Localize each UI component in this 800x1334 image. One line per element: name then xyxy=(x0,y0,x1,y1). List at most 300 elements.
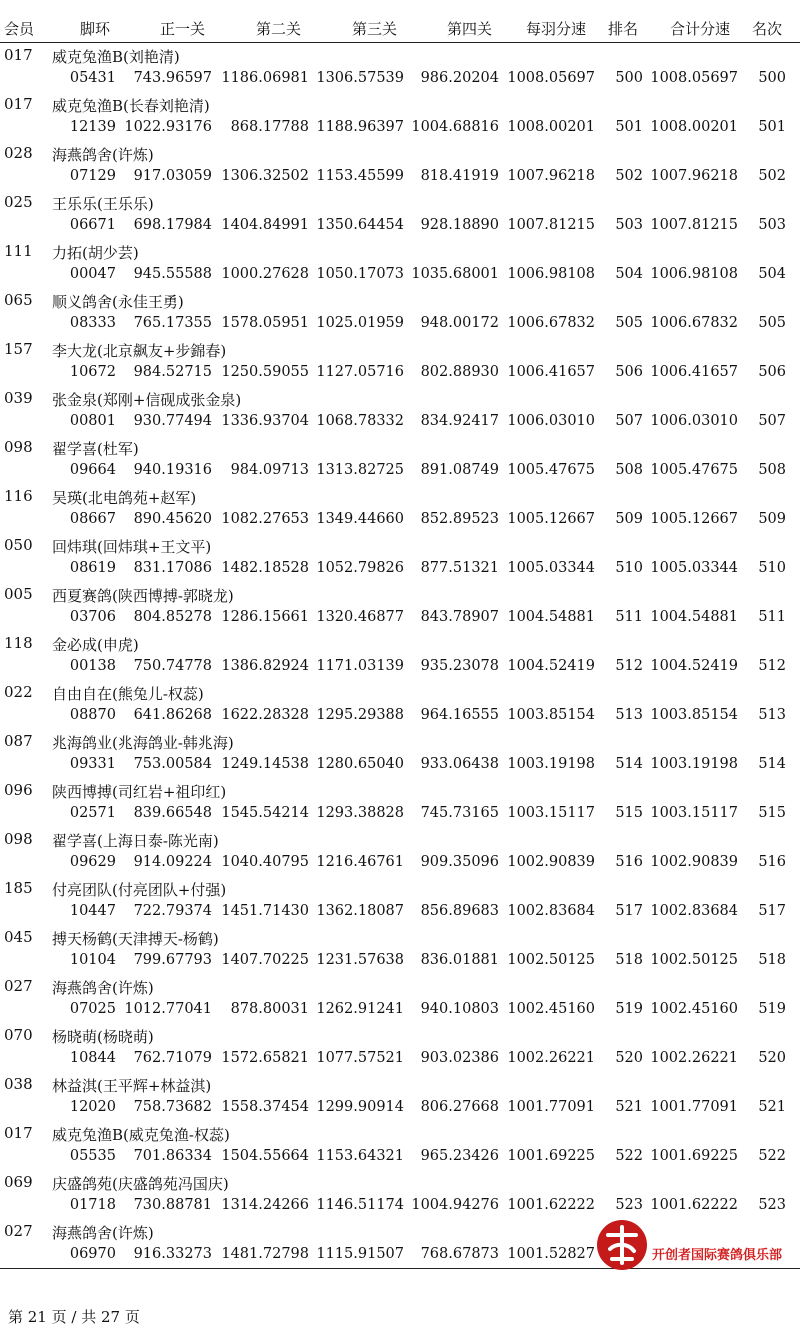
place-cell: 521 xyxy=(758,1099,786,1115)
stage-4-cell: 986.20204 xyxy=(420,70,499,86)
stage-3-cell: 1171.03139 xyxy=(316,658,404,674)
stage-2-cell: 1250.59055 xyxy=(221,364,309,380)
table-row xyxy=(0,926,800,975)
total-speed-cell: 1007.81215 xyxy=(650,217,738,233)
stage-1-cell: 722.79374 xyxy=(133,903,212,919)
table-row xyxy=(0,975,800,1024)
place-cell: 510 xyxy=(758,560,786,576)
stage-2-cell: 984.09713 xyxy=(230,462,309,478)
member-cell: 116 xyxy=(4,487,33,505)
speed-cell: 1003.85154 xyxy=(507,707,595,723)
rank-cell: 506 xyxy=(615,364,643,380)
stage-1-cell: 743.96597 xyxy=(133,70,212,86)
stage-3-cell: 1115.91507 xyxy=(316,1246,404,1262)
place-cell: 506 xyxy=(758,364,786,380)
table-row xyxy=(0,289,800,338)
stage-1-cell: 831.17086 xyxy=(133,560,212,576)
speed-cell: 1001.69225 xyxy=(507,1148,595,1164)
loft-name-cell: 吴瑛(北电鸽苑+赵军) xyxy=(52,489,197,507)
total-speed-cell: 1002.45160 xyxy=(650,1001,738,1017)
total-speed-cell: 1003.19198 xyxy=(650,756,738,772)
ring-cell: 00138 xyxy=(69,658,116,674)
ring-cell: 10447 xyxy=(69,903,116,919)
place-cell: 512 xyxy=(758,658,786,674)
stage-2-cell: 1082.27653 xyxy=(221,511,309,527)
stage-4-cell: 933.06438 xyxy=(420,756,499,772)
stage-2-cell: 1451.71430 xyxy=(221,903,309,919)
speed-cell: 1006.41657 xyxy=(507,364,595,380)
loft-name-cell: 付亮团队(付亮团队+付强) xyxy=(52,881,227,899)
stage-3-cell: 1153.45599 xyxy=(316,168,404,184)
total-speed-cell: 1001.69225 xyxy=(650,1148,738,1164)
total-speed-cell: 1006.03010 xyxy=(650,413,738,429)
stage-4-cell: 935.23078 xyxy=(420,658,499,674)
member-cell: 025 xyxy=(4,193,33,211)
ring-cell: 12020 xyxy=(69,1099,116,1115)
total-speed-cell: 1008.05697 xyxy=(650,70,738,86)
stage-2-cell: 1000.27628 xyxy=(221,266,309,282)
club-logo-text: 开创者国际赛鸽俱乐部 xyxy=(652,1248,783,1263)
ring-cell: 12139 xyxy=(69,119,116,135)
table-row xyxy=(0,191,800,240)
place-cell: 503 xyxy=(758,217,786,233)
total-speed-cell: 1001.77091 xyxy=(650,1099,738,1115)
total-speed-cell: 1002.90839 xyxy=(650,854,738,870)
table-row xyxy=(0,338,800,387)
loft-name-cell: 威克兔渔B(长春刘艳清) xyxy=(52,97,210,115)
loft-name-cell: 翟学喜(杜军) xyxy=(52,440,139,458)
table-row xyxy=(0,240,800,289)
speed-cell: 1004.54881 xyxy=(507,609,595,625)
member-cell: 098 xyxy=(4,830,33,848)
speed-cell: 1005.03344 xyxy=(507,560,595,576)
total-speed-cell: 1005.03344 xyxy=(650,560,738,576)
ring-cell: 09629 xyxy=(69,854,116,870)
stage-3-cell: 1127.05716 xyxy=(316,364,404,380)
loft-name-cell: 回炜琪(回炜琪+王文平) xyxy=(52,538,212,556)
stage-3-cell: 1320.46877 xyxy=(316,609,404,625)
ring-cell: 05431 xyxy=(69,70,116,86)
speed-cell: 1004.52419 xyxy=(507,658,595,674)
member-cell: 017 xyxy=(4,1124,33,1142)
speed-cell: 1001.77091 xyxy=(507,1099,595,1115)
header-stage-1: 正一关 xyxy=(160,20,206,38)
stage-3-cell: 1299.90914 xyxy=(316,1099,404,1115)
stage-2-cell: 1040.40795 xyxy=(221,854,309,870)
rank-cell: 520 xyxy=(615,1050,643,1066)
rank-cell: 514 xyxy=(615,756,643,772)
stage-1-cell: 698.17984 xyxy=(133,217,212,233)
stage-3-cell: 1153.64321 xyxy=(316,1148,404,1164)
header-total-speed: 合计分速 xyxy=(670,20,731,38)
table-row xyxy=(0,828,800,877)
total-speed-cell: 1001.62222 xyxy=(650,1197,738,1213)
table-header xyxy=(0,14,800,44)
stage-1-cell: 750.74778 xyxy=(133,658,212,674)
loft-name-cell: 海燕鸽舍(许炼) xyxy=(52,146,154,164)
ring-cell: 01718 xyxy=(69,1197,116,1213)
member-cell: 038 xyxy=(4,1075,33,1093)
place-cell: 515 xyxy=(758,805,786,821)
rank-cell: 503 xyxy=(615,217,643,233)
stage-4-cell: 940.10803 xyxy=(420,1001,499,1017)
member-cell: 028 xyxy=(4,144,33,162)
rank-cell: 523 xyxy=(615,1197,643,1213)
ring-cell: 00801 xyxy=(69,413,116,429)
member-cell: 039 xyxy=(4,389,33,407)
stage-2-cell: 1481.72798 xyxy=(221,1246,309,1262)
member-cell: 096 xyxy=(4,781,33,799)
stage-2-cell: 1545.54214 xyxy=(221,805,309,821)
place-cell: 502 xyxy=(758,168,786,184)
header-rank: 排名 xyxy=(608,20,639,38)
place-cell: 500 xyxy=(758,70,786,86)
member-cell: 045 xyxy=(4,928,33,946)
loft-name-cell: 威克兔渔B(威克兔渔-权蕊) xyxy=(52,1126,230,1144)
stage-4-cell: 818.41919 xyxy=(420,168,499,184)
stage-3-cell: 1306.57539 xyxy=(316,70,404,86)
speed-cell: 1002.90839 xyxy=(507,854,595,870)
loft-name-cell: 翟学喜(上海日泰-陈光南) xyxy=(52,832,219,850)
stage-4-cell: 843.78907 xyxy=(420,609,499,625)
stage-1-cell: 984.52715 xyxy=(133,364,212,380)
stage-2-cell: 1286.15661 xyxy=(221,609,309,625)
place-cell: 511 xyxy=(758,609,786,625)
place-cell: 523 xyxy=(758,1197,786,1213)
stage-2-cell: 1578.05951 xyxy=(221,315,309,331)
stage-1-cell: 916.33273 xyxy=(133,1246,212,1262)
stage-1-cell: 765.17355 xyxy=(133,315,212,331)
stage-3-cell: 1231.57638 xyxy=(316,952,404,968)
stage-1-cell: 804.85278 xyxy=(133,609,212,625)
stage-3-cell: 1362.18087 xyxy=(316,903,404,919)
ring-cell: 02571 xyxy=(69,805,116,821)
stage-1-cell: 762.71079 xyxy=(133,1050,212,1066)
rank-cell: 500 xyxy=(615,70,643,86)
speed-cell: 1003.19198 xyxy=(507,756,595,772)
stage-4-cell: 806.27668 xyxy=(420,1099,499,1115)
speed-cell: 1003.15117 xyxy=(507,805,595,821)
loft-name-cell: 顺义鸽舍(永佳王勇) xyxy=(52,293,184,311)
stage-4-cell: 964.16555 xyxy=(420,707,499,723)
stage-3-cell: 1349.44660 xyxy=(316,511,404,527)
loft-name-cell: 张金泉(郑刚+信砚成张金泉) xyxy=(52,391,242,409)
stage-2-cell: 1558.37454 xyxy=(221,1099,309,1115)
ring-cell: 06970 xyxy=(69,1246,116,1262)
stage-3-cell: 1068.78332 xyxy=(316,413,404,429)
stage-4-cell: 948.00172 xyxy=(420,315,499,331)
total-speed-cell: 1003.85154 xyxy=(650,707,738,723)
ring-cell: 08619 xyxy=(69,560,116,576)
stage-2-cell: 1482.18528 xyxy=(221,560,309,576)
place-cell: 507 xyxy=(758,413,786,429)
stage-1-cell: 758.73682 xyxy=(133,1099,212,1115)
stage-1-cell: 839.66548 xyxy=(133,805,212,821)
stage-2-cell: 868.17788 xyxy=(230,119,309,135)
table-row xyxy=(0,1122,800,1171)
member-cell: 022 xyxy=(4,683,33,701)
speed-cell: 1001.62222 xyxy=(507,1197,595,1213)
stage-4-cell: 768.67873 xyxy=(420,1246,499,1262)
ring-cell: 07129 xyxy=(69,168,116,184)
stage-4-cell: 928.18890 xyxy=(420,217,499,233)
stage-4-cell: 834.92417 xyxy=(420,413,499,429)
stage-2-cell: 878.80031 xyxy=(230,1001,309,1017)
header-ring: 脚环 xyxy=(80,20,111,38)
stage-2-cell: 1622.28328 xyxy=(221,707,309,723)
stage-2-cell: 1572.65821 xyxy=(221,1050,309,1066)
stage-3-cell: 1262.91241 xyxy=(316,1001,404,1017)
place-cell: 508 xyxy=(758,462,786,478)
stage-2-cell: 1336.93704 xyxy=(221,413,309,429)
ring-cell: 10672 xyxy=(69,364,116,380)
stage-3-cell: 1295.29388 xyxy=(316,707,404,723)
speed-cell: 1005.12667 xyxy=(507,511,595,527)
place-cell: 519 xyxy=(758,1001,786,1017)
stage-3-cell: 1188.96397 xyxy=(316,119,404,135)
loft-name-cell: 金必成(申虎) xyxy=(52,636,139,654)
total-speed-cell: 1004.52419 xyxy=(650,658,738,674)
stage-2-cell: 1504.55664 xyxy=(221,1148,309,1164)
stage-2-cell: 1407.70225 xyxy=(221,952,309,968)
member-cell: 098 xyxy=(4,438,33,456)
table-bottom-rule xyxy=(0,1268,800,1269)
rank-cell: 508 xyxy=(615,462,643,478)
loft-name-cell: 力拓(胡少芸) xyxy=(52,244,139,262)
stage-1-cell: 945.55588 xyxy=(133,266,212,282)
speed-cell: 1008.05697 xyxy=(507,70,595,86)
stage-4-cell: 802.88930 xyxy=(420,364,499,380)
stage-1-cell: 940.19316 xyxy=(133,462,212,478)
place-cell: 516 xyxy=(758,854,786,870)
speed-cell: 1001.52827 xyxy=(507,1246,595,1262)
stage-1-cell: 701.86334 xyxy=(133,1148,212,1164)
speed-cell: 1007.81215 xyxy=(507,217,595,233)
stage-1-cell: 1022.93176 xyxy=(124,119,212,135)
member-cell: 185 xyxy=(4,879,33,897)
total-speed-cell: 1005.12667 xyxy=(650,511,738,527)
total-speed-cell: 1002.26221 xyxy=(650,1050,738,1066)
total-speed-cell: 1006.67832 xyxy=(650,315,738,331)
stage-1-cell: 917.03059 xyxy=(133,168,212,184)
place-cell: 518 xyxy=(758,952,786,968)
ring-cell: 07025 xyxy=(69,1001,116,1017)
member-cell: 017 xyxy=(4,46,33,64)
loft-name-cell: 庆盛鸽苑(庆盛鸽苑冯国庆) xyxy=(52,1175,229,1193)
stage-4-cell: 965.23426 xyxy=(420,1148,499,1164)
member-cell: 065 xyxy=(4,291,33,309)
stage-4-cell: 856.89683 xyxy=(420,903,499,919)
table-row xyxy=(0,534,800,583)
total-speed-cell: 1004.54881 xyxy=(650,609,738,625)
table-row xyxy=(0,44,800,93)
member-cell: 118 xyxy=(4,634,33,652)
rank-cell: 510 xyxy=(615,560,643,576)
total-speed-cell: 1006.41657 xyxy=(650,364,738,380)
rank-cell: 517 xyxy=(615,903,643,919)
table-row xyxy=(0,1024,800,1073)
stage-4-cell: 1004.94276 xyxy=(411,1197,499,1213)
stage-1-cell: 914.09224 xyxy=(133,854,212,870)
ring-cell: 10104 xyxy=(69,952,116,968)
ring-cell: 08870 xyxy=(69,707,116,723)
stage-4-cell: 1004.68816 xyxy=(411,119,499,135)
speed-cell: 1007.96218 xyxy=(507,168,595,184)
stage-2-cell: 1314.24266 xyxy=(221,1197,309,1213)
table-row xyxy=(0,1171,800,1220)
club-logo xyxy=(594,1217,650,1273)
member-cell: 069 xyxy=(4,1173,33,1191)
stage-4-cell: 852.89523 xyxy=(420,511,499,527)
stage-2-cell: 1186.06981 xyxy=(221,70,309,86)
stage-1-cell: 1012.77041 xyxy=(124,1001,212,1017)
member-cell: 070 xyxy=(4,1026,33,1044)
speed-cell: 1002.50125 xyxy=(507,952,595,968)
member-cell: 027 xyxy=(4,1222,33,1240)
speed-cell: 1008.00201 xyxy=(507,119,595,135)
stage-3-cell: 1280.65040 xyxy=(316,756,404,772)
stage-1-cell: 890.45620 xyxy=(133,511,212,527)
stage-3-cell: 1313.82725 xyxy=(316,462,404,478)
speed-cell: 1005.47675 xyxy=(507,462,595,478)
header-place: 名次 xyxy=(752,20,783,38)
stage-2-cell: 1249.14538 xyxy=(221,756,309,772)
stage-2-cell: 1386.82924 xyxy=(221,658,309,674)
table-row xyxy=(0,485,800,534)
rank-cell: 507 xyxy=(615,413,643,429)
member-cell: 157 xyxy=(4,340,33,358)
loft-name-cell: 海燕鸽舍(许炼) xyxy=(52,1224,154,1242)
table-row xyxy=(0,730,800,779)
loft-name-cell: 杨晓萌(杨晓萌) xyxy=(52,1028,154,1046)
ring-cell: 08333 xyxy=(69,315,116,331)
table-row xyxy=(0,436,800,485)
place-cell: 513 xyxy=(758,707,786,723)
stage-4-cell: 903.02386 xyxy=(420,1050,499,1066)
table-row xyxy=(0,93,800,142)
header-stage-2: 第二关 xyxy=(256,20,302,38)
ring-cell: 09331 xyxy=(69,756,116,772)
header-rule xyxy=(0,42,800,43)
place-cell: 509 xyxy=(758,511,786,527)
table-row xyxy=(0,142,800,191)
member-cell: 027 xyxy=(4,977,33,995)
loft-name-cell: 王乐乐(王乐乐) xyxy=(52,195,154,213)
rank-cell: 518 xyxy=(615,952,643,968)
member-cell: 017 xyxy=(4,95,33,113)
ring-cell: 00047 xyxy=(69,266,116,282)
total-speed-cell: 1006.98108 xyxy=(650,266,738,282)
loft-name-cell: 林益淇(王平辉+林益淇) xyxy=(52,1077,212,1095)
speed-cell: 1002.26221 xyxy=(507,1050,595,1066)
table-row xyxy=(0,583,800,632)
speed-cell: 1006.67832 xyxy=(507,315,595,331)
stage-3-cell: 1025.01959 xyxy=(316,315,404,331)
table-row xyxy=(0,877,800,926)
place-cell: 514 xyxy=(758,756,786,772)
total-speed-cell: 1005.47675 xyxy=(650,462,738,478)
loft-name-cell: 自由自在(熊兔儿-权蕊) xyxy=(52,685,204,703)
loft-name-cell: 陕西博搏(司红岩+祖印红) xyxy=(52,783,227,801)
rank-cell: 511 xyxy=(615,609,643,625)
table-row xyxy=(0,681,800,730)
loft-name-cell: 李大龙(北京飙友+步錦春) xyxy=(52,342,227,360)
rank-cell: 502 xyxy=(615,168,643,184)
total-speed-cell: 1008.00201 xyxy=(650,119,738,135)
stage-1-cell: 930.77494 xyxy=(133,413,212,429)
stage-1-cell: 641.86268 xyxy=(133,707,212,723)
speed-cell: 1002.45160 xyxy=(507,1001,595,1017)
rank-cell: 505 xyxy=(615,315,643,331)
table-row xyxy=(0,1073,800,1122)
stage-3-cell: 1052.79826 xyxy=(316,560,404,576)
ring-cell: 06671 xyxy=(69,217,116,233)
total-speed-cell: 1002.50125 xyxy=(650,952,738,968)
stage-3-cell: 1350.64454 xyxy=(316,217,404,233)
rank-cell: 513 xyxy=(615,707,643,723)
stage-3-cell: 1050.17073 xyxy=(316,266,404,282)
ring-cell: 03706 xyxy=(69,609,116,625)
stage-3-cell: 1293.38828 xyxy=(316,805,404,821)
table-row xyxy=(0,779,800,828)
member-cell: 111 xyxy=(4,242,33,260)
rank-cell: 512 xyxy=(615,658,643,674)
page-footer: 第 21 页 / 共 27 页 xyxy=(8,1308,140,1326)
rank-cell: 501 xyxy=(615,119,643,135)
speed-cell: 1006.98108 xyxy=(507,266,595,282)
stage-4-cell: 836.01881 xyxy=(420,952,499,968)
place-cell: 517 xyxy=(758,903,786,919)
rank-cell: 504 xyxy=(615,266,643,282)
stage-3-cell: 1216.46761 xyxy=(316,854,404,870)
loft-name-cell: 西夏赛鸽(陕西博搏-郭晓龙) xyxy=(52,587,234,605)
rank-cell: 521 xyxy=(615,1099,643,1115)
place-cell: 504 xyxy=(758,266,786,282)
ring-cell: 05535 xyxy=(69,1148,116,1164)
stage-1-cell: 730.88781 xyxy=(133,1197,212,1213)
member-cell: 005 xyxy=(4,585,33,603)
stage-4-cell: 909.35096 xyxy=(420,854,499,870)
loft-name-cell: 搏天杨鹤(天津搏天-杨鹤) xyxy=(52,930,219,948)
stage-4-cell: 745.73165 xyxy=(420,805,499,821)
speed-cell: 1002.83684 xyxy=(507,903,595,919)
total-speed-cell: 1002.83684 xyxy=(650,903,738,919)
place-cell: 501 xyxy=(758,119,786,135)
stage-2-cell: 1404.84991 xyxy=(221,217,309,233)
rank-cell: 516 xyxy=(615,854,643,870)
stage-1-cell: 799.67793 xyxy=(133,952,212,968)
header-stage-3: 第三关 xyxy=(352,20,398,38)
stage-1-cell: 753.00584 xyxy=(133,756,212,772)
rank-cell: 515 xyxy=(615,805,643,821)
loft-name-cell: 兆海鸽业(兆海鸽业-韩兆海) xyxy=(52,734,234,752)
ring-cell: 10844 xyxy=(69,1050,116,1066)
stage-3-cell: 1146.51174 xyxy=(316,1197,404,1213)
speed-cell: 1006.03010 xyxy=(507,413,595,429)
header-stage-4: 第四关 xyxy=(447,20,493,38)
total-speed-cell: 1003.15117 xyxy=(650,805,738,821)
header-member: 会员 xyxy=(4,20,35,38)
table-row xyxy=(0,387,800,436)
member-cell: 087 xyxy=(4,732,33,750)
ring-cell: 08667 xyxy=(69,511,116,527)
rank-cell: 509 xyxy=(615,511,643,527)
ring-cell: 09664 xyxy=(69,462,116,478)
loft-name-cell: 海燕鸽舍(许炼) xyxy=(52,979,154,997)
place-cell: 520 xyxy=(758,1050,786,1066)
stage-4-cell: 891.08749 xyxy=(420,462,499,478)
place-cell: 505 xyxy=(758,315,786,331)
